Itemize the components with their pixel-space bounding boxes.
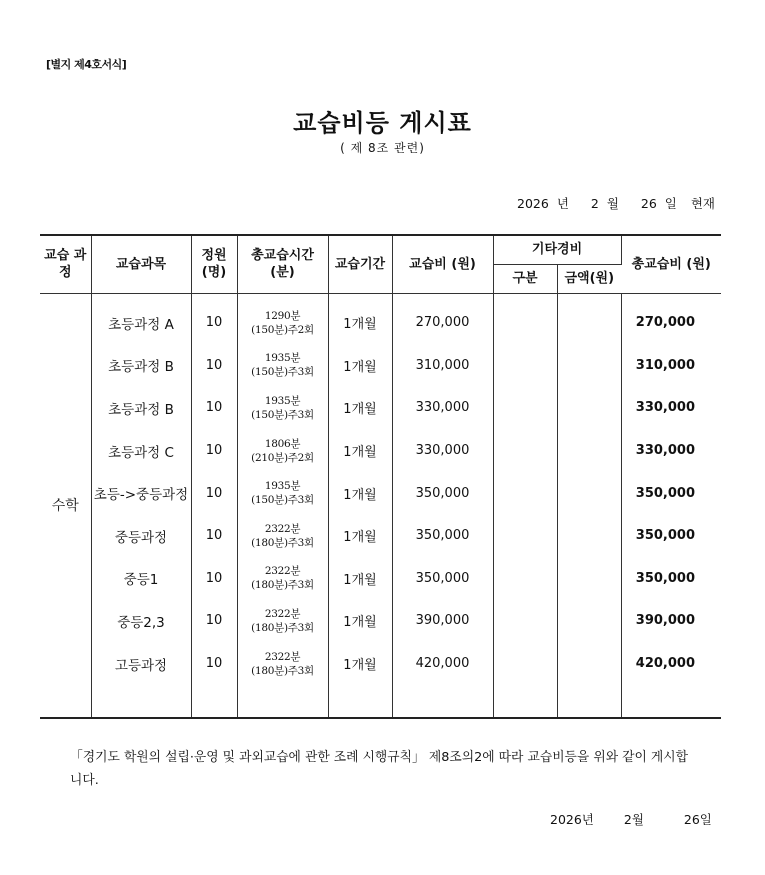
total-fee-cell: 330,000 (635, 443, 696, 459)
hours-detail: (150분)주3회 (251, 494, 314, 507)
tuition-cell: 310,000 (392, 344, 493, 387)
header-other-expenses: 기타경비 (493, 235, 621, 264)
total-fee-cell: 390,000 (635, 613, 696, 629)
other-amount-cell (557, 514, 621, 557)
hours-total: 1935분 (264, 480, 301, 493)
hours-detail: (180분)주3회 (251, 536, 314, 549)
as-of-year: 2026 년 (517, 196, 569, 211)
tuition-cell: 270,000 (392, 302, 493, 345)
total-hours-cell (237, 472, 328, 515)
total-hours-cell (237, 642, 328, 685)
tuition-cell: 350,000 (392, 514, 493, 557)
header-other-type: 구분 (493, 264, 557, 293)
total-fee-cell: 420,000 (635, 656, 696, 672)
period-cell: 1개월 (328, 302, 392, 345)
table-row (40, 302, 721, 345)
course-name-cell: 초등과정 B (91, 387, 191, 430)
course-name-cell: 중등2,3 (91, 600, 191, 643)
header-capacity: 정원 (명) (191, 235, 237, 293)
course-name-cell: 중등과정 (91, 514, 191, 557)
other-type-cell (493, 429, 557, 472)
as-of-suffix: 현재 (690, 196, 715, 211)
total-hours-cell (237, 387, 328, 430)
tuition-cell: 330,000 (392, 387, 493, 430)
other-amount-cell (557, 302, 621, 345)
hours-total: 2322분 (264, 607, 301, 620)
other-type-cell (493, 514, 557, 557)
document-title: 교습비등 게시표 (293, 109, 472, 137)
capacity-cell: 10 (191, 429, 237, 472)
hours-detail: (150분)주2회 (251, 323, 314, 336)
other-type-cell (493, 302, 557, 345)
hours-detail: (180분)주3회 (251, 579, 314, 592)
table-row (40, 557, 721, 600)
other-type-cell (493, 387, 557, 430)
total-hours-cell (237, 302, 328, 345)
total-hours-cell (237, 600, 328, 643)
capacity-cell: 10 (191, 514, 237, 557)
tuition-fee-table (40, 234, 721, 719)
course-name-cell: 중등1 (91, 557, 191, 600)
hours-total: 2322분 (264, 565, 301, 578)
total-hours-cell (237, 557, 328, 600)
capacity-cell: 10 (191, 387, 237, 430)
table-row (40, 600, 721, 643)
course-name-cell: 고등과정 (91, 642, 191, 685)
header-period: 교습기간 (328, 235, 392, 293)
period-cell: 1개월 (328, 472, 392, 515)
total-fee-cell: 350,000 (635, 485, 696, 501)
period-cell: 1개월 (328, 429, 392, 472)
table-row (40, 344, 721, 387)
total-fee-cell: 350,000 (635, 570, 696, 586)
table-row (40, 472, 721, 515)
other-amount-cell (557, 642, 621, 685)
other-type-cell (493, 344, 557, 387)
tuition-cell: 350,000 (392, 472, 493, 515)
total-fee-cell: 330,000 (635, 400, 696, 416)
header-total-fee: 총교습비 (원) (621, 235, 721, 293)
tuition-cell: 330,000 (392, 429, 493, 472)
period-cell: 1개월 (328, 642, 392, 685)
capacity-cell: 10 (191, 302, 237, 345)
total-fee-cell: 310,000 (635, 357, 696, 373)
hours-total: 2322분 (264, 650, 301, 663)
period-cell: 1개월 (328, 600, 392, 643)
hours-detail: (150분)주3회 (251, 366, 314, 379)
subject-cell: 수학 (40, 293, 91, 718)
course-name-cell: 초등과정 B (91, 344, 191, 387)
notice-text: 「경기도 학원의 설립·운영 및 과외교습에 관한 조례 시행규칙」 제8조의2에 따라 교습비등을 위와 같이 게시합니다. (70, 750, 689, 788)
hours-total: 2322분 (264, 522, 301, 535)
hours-total: 1935분 (264, 394, 301, 407)
capacity-cell: 10 (191, 344, 237, 387)
other-type-cell (493, 642, 557, 685)
period-cell: 1개월 (328, 557, 392, 600)
tuition-cell: 350,000 (392, 557, 493, 600)
hours-total: 1806분 (264, 437, 301, 450)
capacity-cell: 10 (191, 642, 237, 685)
tuition-cell: 390,000 (392, 600, 493, 643)
sign-year: 2026년 (550, 812, 594, 827)
other-type-cell (493, 600, 557, 643)
header-course-subject: 교습과목 (91, 235, 191, 293)
as-of-month: 2 월 (590, 196, 619, 211)
hours-total: 1290분 (264, 309, 301, 322)
total-hours-cell (237, 429, 328, 472)
header-course-category: 교습 과정 (40, 235, 91, 293)
total-hours-cell (237, 514, 328, 557)
header-total-hours: 총교습시간 (분) (237, 235, 328, 293)
other-amount-cell (557, 557, 621, 600)
hours-detail: (150분)주3회 (251, 408, 314, 421)
form-number-label: [별지 제4호서식] (46, 58, 127, 71)
other-amount-cell (557, 472, 621, 515)
document-subtitle: ( 제 8조 관련) (340, 141, 425, 155)
total-fee-cell: 350,000 (635, 528, 696, 544)
table-row (40, 514, 721, 557)
capacity-cell: 10 (191, 557, 237, 600)
sign-day: 26일 (683, 812, 712, 827)
hours-detail: (210분)주2회 (251, 451, 314, 464)
other-amount-cell (557, 387, 621, 430)
other-type-cell (493, 557, 557, 600)
period-cell: 1개월 (328, 344, 392, 387)
capacity-cell: 10 (191, 472, 237, 515)
other-amount-cell (557, 600, 621, 643)
header-other-amount: 금액(원) (557, 264, 621, 293)
hours-total: 1935분 (264, 352, 301, 365)
total-fee-cell: 270,000 (635, 315, 696, 331)
course-name-cell: 초등과정 C (91, 429, 191, 472)
other-amount-cell (557, 344, 621, 387)
capacity-cell: 10 (191, 600, 237, 643)
sign-month: 2월 (623, 812, 644, 827)
as-of-day: 26 일 (640, 196, 677, 211)
header-tuition: 교습비 (원) (392, 235, 493, 293)
period-cell: 1개월 (328, 514, 392, 557)
course-name-cell: 초등과정 A (91, 302, 191, 345)
table-row (40, 429, 721, 472)
table-row (40, 387, 721, 430)
other-type-cell (493, 472, 557, 515)
signature-date (550, 810, 712, 828)
hours-detail: (180분)주3회 (251, 621, 314, 634)
table-row (40, 642, 721, 685)
as-of-date (511, 194, 715, 212)
hours-detail: (180분)주3회 (251, 664, 314, 677)
course-name-cell: 초등->중등과정 (91, 472, 191, 515)
total-hours-cell (237, 344, 328, 387)
period-cell: 1개월 (328, 387, 392, 430)
other-amount-cell (557, 429, 621, 472)
tuition-cell: 420,000 (392, 642, 493, 685)
